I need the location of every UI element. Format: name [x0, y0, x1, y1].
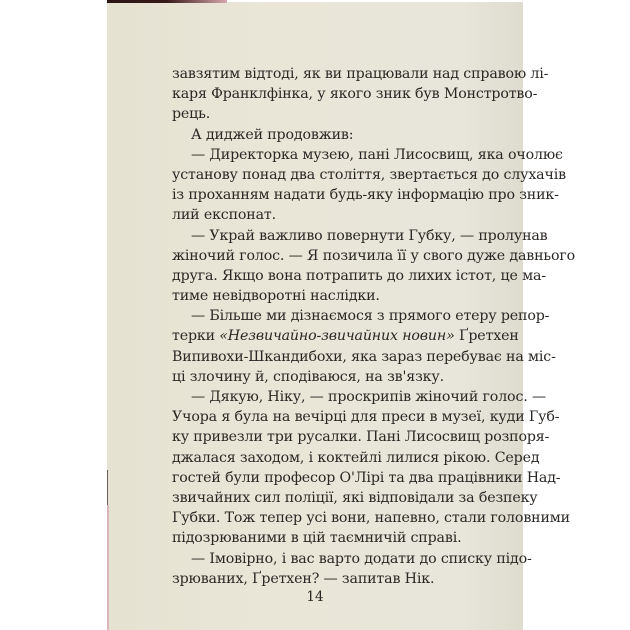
text-line: із проханням надати будь-яку інформацію про зник- — [172, 187, 559, 204]
text-line: зрюваних, Ґретхен? — запитав Нік. — [172, 570, 435, 587]
text-line: — Директорка музею, пані Лисосвищ, яка очолює — [191, 146, 563, 163]
text-line: лий експонат. — [172, 207, 276, 224]
text-line: — Більше ми дізнаємося з прямого етеру репор- — [191, 308, 550, 325]
page-number: 14 — [306, 589, 324, 605]
page-edge-shadow — [107, 470, 108, 505]
text-line: Випивохи-Шкандибохи, яка зараз перебуває на міс- — [172, 348, 556, 365]
newspaper-title: «Незвичайно-звичайних новин» — [219, 328, 455, 345]
text-line: підозрюваними в цій таємничій справі. — [172, 530, 462, 547]
text-line: — Украй важливо повернути Губку, — пролунав — [191, 227, 548, 244]
text-line: Учора я була на вечірці для преси в музеї, куди Губ- — [172, 409, 560, 426]
body-text — [172, 64, 576, 589]
text-line: ку привезли три русалки. Пані Лисосвищ розпоря- — [172, 429, 550, 446]
text-line-with-title — [172, 326, 519, 346]
text-line: звичайних сил поліції, які відповідали за безпеку — [172, 489, 538, 506]
text-line: рець. — [172, 106, 211, 123]
text-line: установу понад два століття, звертається до слухачів — [172, 166, 566, 183]
text-line: друга. Якщо вона потрапить до лихих істот, це ма- — [172, 267, 546, 284]
cover-edge-top — [107, 0, 227, 3]
text-line: жіночий голос. — Я позичила її у свого дуже давнього — [172, 247, 576, 264]
text-line: — Дякую, Ніку, — проскрипів жіночий голос. — — [191, 389, 547, 405]
text-line: — Імовірно, і вас варто додати до списку підо- — [191, 550, 532, 567]
text-segment: терки — [172, 328, 220, 345]
text-line: завзятим відтоді, як ви працювали над справою лі- — [172, 66, 549, 82]
text-line: каря Франклфінка, у якого зник був Монстротво- — [172, 86, 538, 103]
page-edge-pink — [107, 505, 109, 630]
text-segment: Ґретхен — [454, 328, 519, 345]
text-line: гостей були професор О'Лірі та два працівники Над- — [172, 469, 561, 486]
text-line: А диджей продовжив: — [191, 126, 354, 143]
text-line: тиме невідворотні наслідки. — [172, 288, 380, 305]
text-line: джалася заходом, і коктейлі лилися рікою. Серед — [172, 449, 540, 466]
text-line: ці злочину й, сподіваюся, на зв'язку. — [172, 368, 444, 385]
text-line: Губки. Тож тепер усі вони, напевно, стали головними — [172, 510, 570, 527]
